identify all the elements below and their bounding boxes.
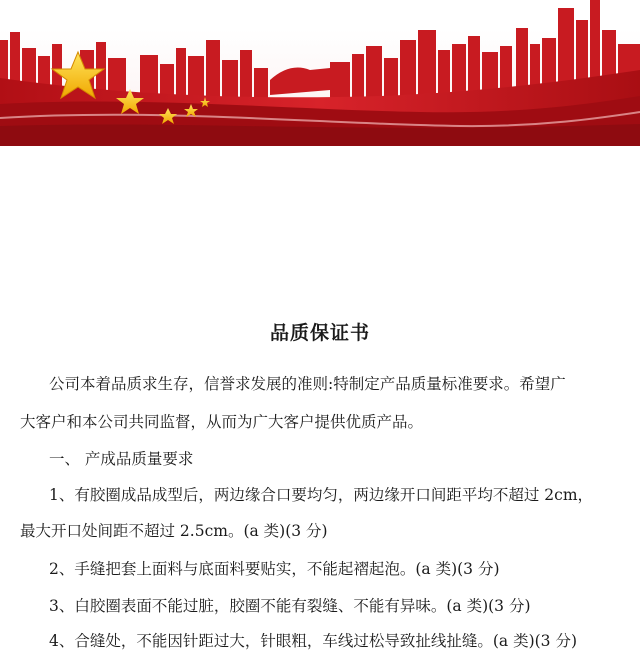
paragraph-line: 大客户和本公司共同监督，从而为广大客户提供优质产品。 <box>20 413 424 431</box>
section-heading: 一、 产成品质量要求 <box>49 450 194 468</box>
requirement-line: 最大开口处间距不超过 2.5cm。(a 类)(3 分) <box>20 522 328 540</box>
requirement-line: 4、合缝处，不能因针距过大，针眼粗，车线过松导致扯线扯缝。(a 类)(3 分) <box>49 632 578 650</box>
paragraph-line: 公司本着品质求生存，信誉求发展的准则:特制定产品质量标准要求。希望广 <box>49 375 566 393</box>
requirement-line: 2、手缝把套上面料与底面料要贴实，不能起褶起泡。(a 类)(3 分) <box>49 560 500 578</box>
requirement-line: 1、有胶圈成品成型后，两边缘合口要均匀，两边缘开口间距平均不超过 2cm， <box>49 486 594 504</box>
requirement-line: 3、白胶圈表面不能过脏，胶圈不能有裂缝、不能有异味。(a 类)(3 分) <box>49 597 531 615</box>
document-title: 品质保证书 <box>269 322 370 344</box>
